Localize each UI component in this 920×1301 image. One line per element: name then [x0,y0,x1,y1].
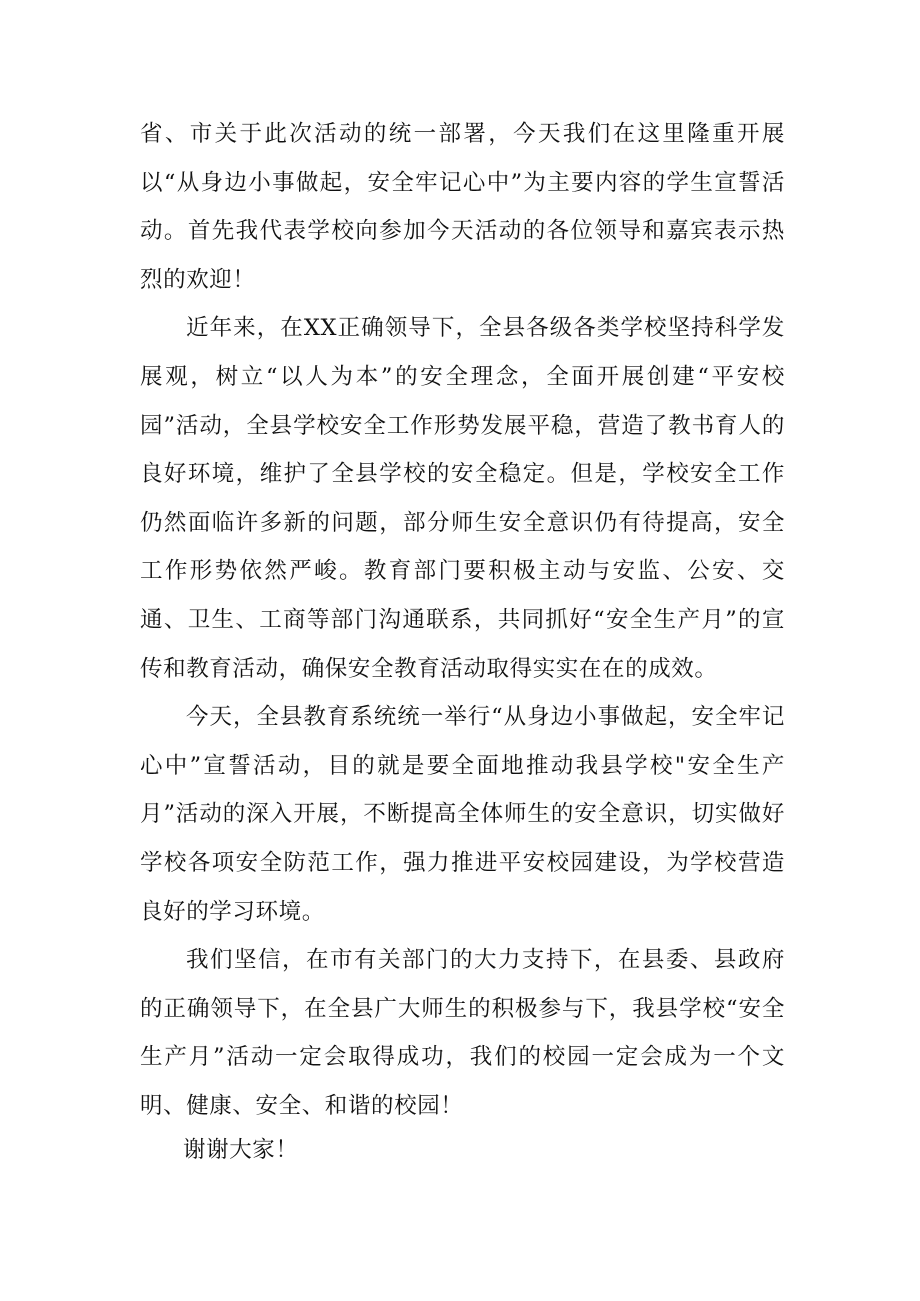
paragraph-welcome: 省、市关于此次活动的统一部署，今天我们在这里隆重开展以“从身边小事做起，安全牢记心中”为主要内容的学生宣誓活动。首先我代表学校向参加今天活动的各位领导和嘉宾表示热烈的欢迎！ [140,121,785,293]
paragraph-background: 近年来，在XX正确领导下，全县各级各类学校坚持科学发展观，树立“以人为本”的安全理念，全面开展创建“平安校园”活动，全县学校安全工作形势发展平稳，营造了教书育人的良好环境，维护了全县学校的安全稳定。但是，学校安全工作仍然面临许多新的问题，部分师生安全意识仍有待提高，安全工作形势依然严峻。教育部门要积极主动与安监、公安、交通、卫生、工商等部门沟通联系，共同抓好“安全生产月”的宣传和教育活动，确保安全教育活动取得实实在在的成效。 [140,315,785,682]
paragraph-purpose: 今天，全县教育系统统一举行“从身边小事做起，安全牢记心中”宣誓活动，目的就是要全面地推动我县学校"安全生产月”活动的深入开展，不断提高全体师生的安全意识，切实做好学校各项安全防范工作，强力推进平安校园建设，为学校营造良好的学习环境。 [140,704,785,925]
closing-thanks: 谢谢大家！ [183,1137,299,1164]
speech-body [140,110,785,1175]
paragraph-conviction: 我们坚信，在市有关部门的大力支持下，在县委、县政府的正确领导下，在全县广大师生的积极参与下，我县学校“安全生产月”活动一定会取得成功，我们的校园一定会成为一个文明、健康、安全、和谐的校园！ [140,947,785,1119]
